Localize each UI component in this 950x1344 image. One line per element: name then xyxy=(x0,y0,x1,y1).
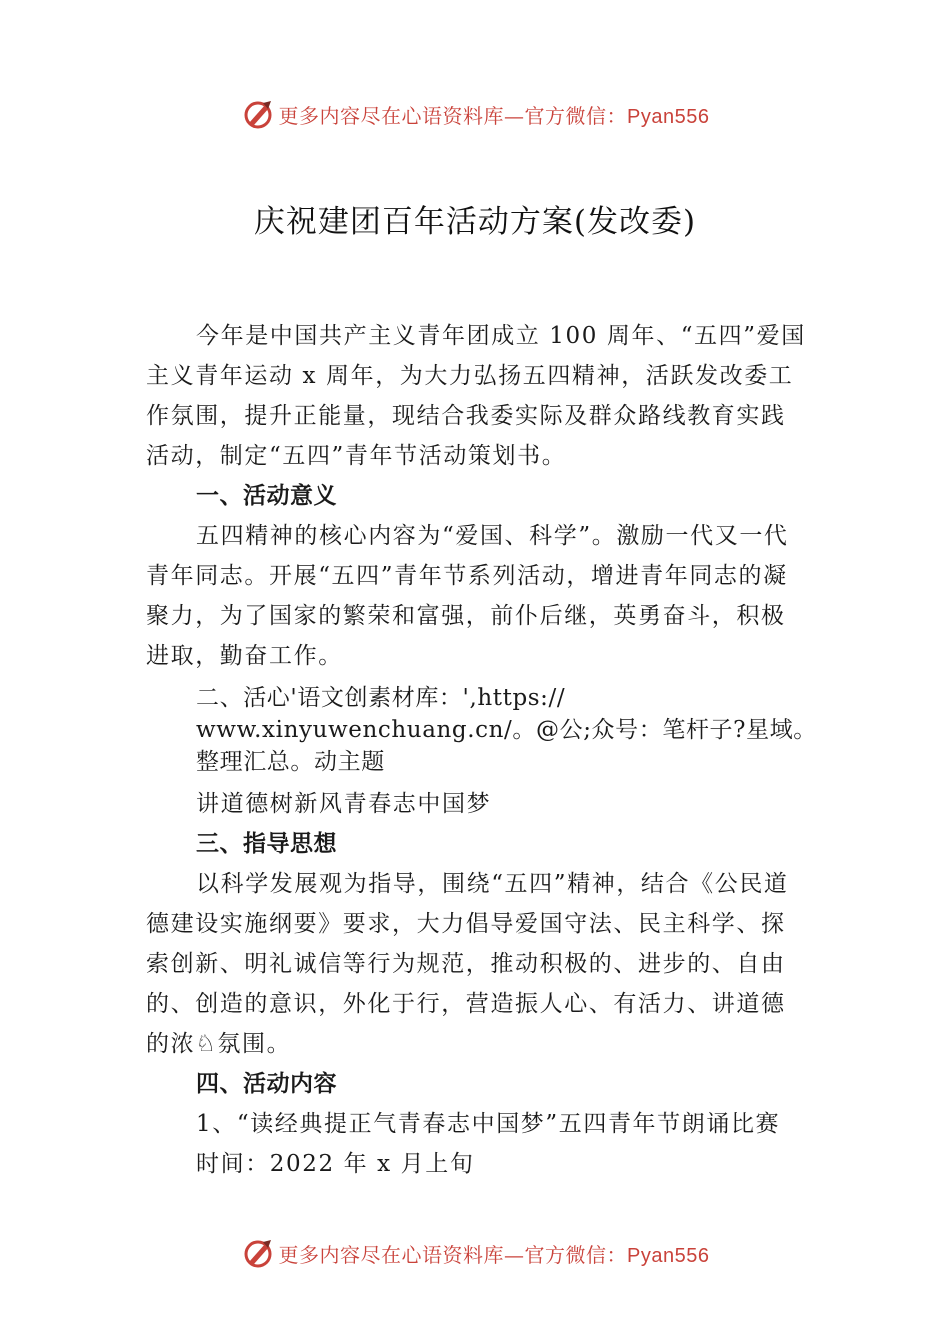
intro-paragraph: 今年是中国共产主义青年团成立 100 周年、“五四”爱国主义青年运动 x 周年，为大力弘扬五四精神，活跃发改委工作氛围，提升正能量，现结合我委实际及群众路线教育实践活动，制定“五四”青年节活动策划书。 xyxy=(146,323,806,469)
page-title: 庆祝建团百年活动方案(发改委) xyxy=(253,204,697,240)
section1-body: 五四精神的核心内容为“爱国、科学”。激励一代又一代青年同志。开展“五四”青年节系列活动，增进青年同志的凝聚力，为了国家的繁荣和富强，前仆后继，英勇奋斗，积极进取，勤奋工作。 xyxy=(146,523,789,669)
pen-logo-icon xyxy=(241,97,275,131)
footer-watermark-banner xyxy=(0,1233,950,1273)
section4-heading: 四、活动内容 xyxy=(196,1071,337,1097)
section1-heading: 一、活动意义 xyxy=(196,483,337,509)
banner-text: 更多内容尽在心语资料库—官方微信：Pyan556 xyxy=(278,103,710,128)
banner-handle: Pyan556 xyxy=(627,1244,710,1267)
section2-theme: 讲道德树新风青春志中国梦 xyxy=(196,791,492,817)
item1-time: 时间：2022 年 x 月上旬 xyxy=(196,1151,475,1177)
section3-heading: 三、指导思想 xyxy=(196,831,337,857)
section3-body: 以科学发展观为指导，围绕“五四”精神，结合《公民道德建设实施纲要》要求，大力倡导爱国守法、民主科学、探索创新、明礼诚信等行为规范，推动积极的、进步的、自由的、创造的意识，外化于行，营造振人心、有活力、讲道德的浓♘氛围。 xyxy=(146,871,789,1057)
document-body xyxy=(146,316,817,1184)
pen-logo-icon xyxy=(241,1236,275,1270)
header-watermark-banner xyxy=(0,94,950,134)
section2-heading-garbled: 二、活心'语文创素材库：',https:// www.xinyuwenchuang.cn/。@公;众号：笔杆子?星域。整理汇总。动主题 xyxy=(196,685,817,775)
banner-handle: Pyan556 xyxy=(627,105,710,128)
banner-text: 更多内容尽在心语资料库—官方微信：Pyan556 xyxy=(278,1242,710,1267)
item1-title: 1、“读经典提正气青春志中国梦”五四青年节朗诵比赛 xyxy=(196,1111,781,1137)
